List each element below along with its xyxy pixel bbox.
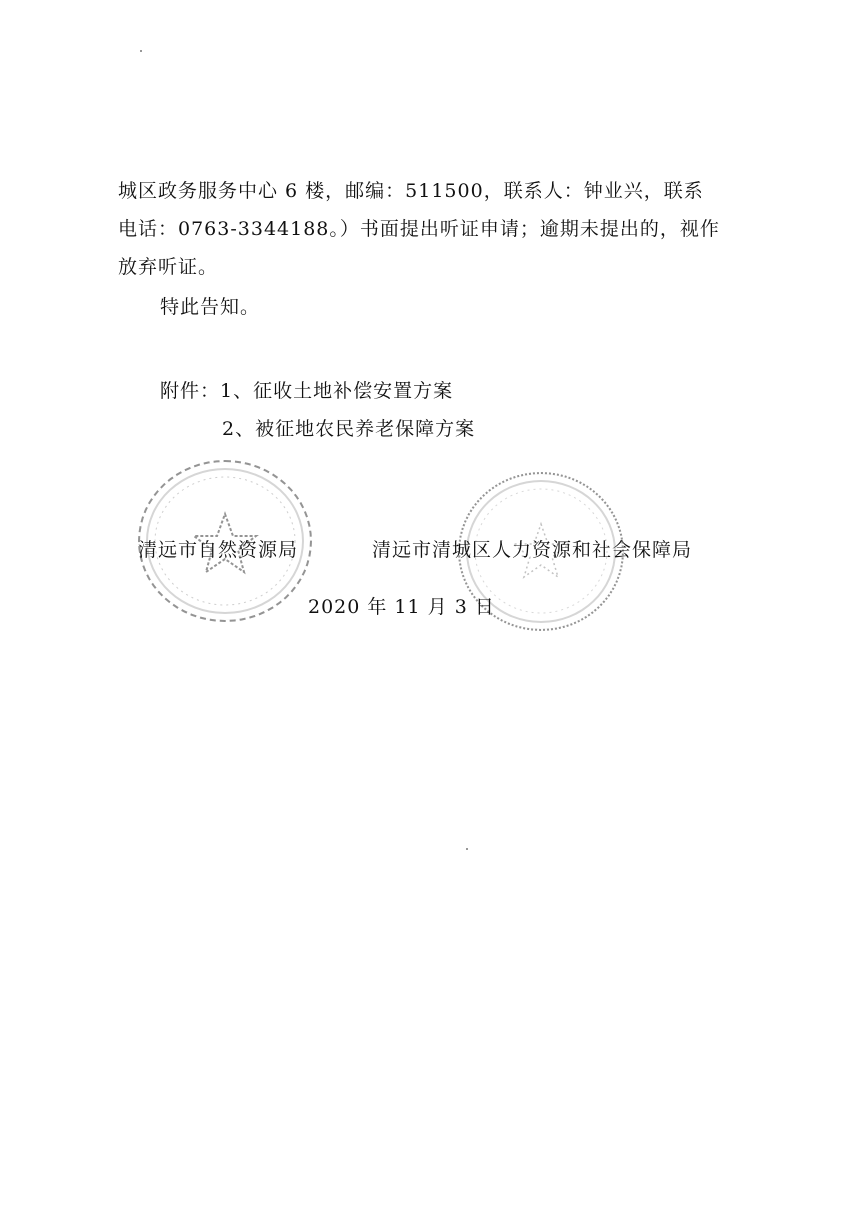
body-line-1: 城区政务服务中心 6 楼，邮编：511500，联系人：钟业兴，联系 (118, 180, 704, 202)
attachment-item-1: 附件：1、征收土地补偿安置方案 (160, 380, 454, 402)
scan-speck (140, 50, 142, 52)
scan-speck (466, 848, 468, 850)
issue-date: 2020 年 11 月 3 日 (308, 596, 495, 618)
body-paragraph (118, 172, 728, 286)
issuer-name-1: 清远市自然资源局 (138, 539, 299, 561)
closing-text: 特此告知。 (160, 296, 261, 318)
body-line-2: 电话：0763-3344188。）书面提出听证申请；逾期未提出的，视作 (118, 218, 720, 240)
issuer-name-2: 清远市清城区人力资源和社会保障局 (372, 539, 693, 561)
attachment-item-2: 2、被征地农民养老保障方案 (222, 418, 476, 440)
body-line-3: 放弃听证。 (118, 256, 219, 278)
